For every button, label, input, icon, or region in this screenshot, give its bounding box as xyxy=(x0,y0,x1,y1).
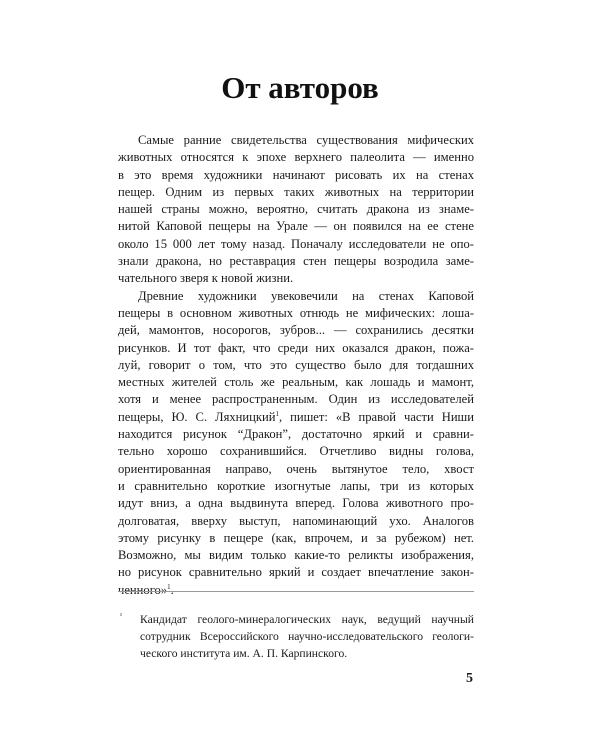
text-line: ориентированная направо, очень вытянутое тело, хвост xyxy=(118,461,474,476)
text-line: Самые ранние свидетельства существования мифических xyxy=(138,133,474,147)
footnote xyxy=(118,611,474,662)
footnote-reference: 1 xyxy=(275,409,280,418)
footnote-line: сотрудник Всероссийского научно-исследовательского геологи- xyxy=(140,630,474,643)
text-line: местных жителей столь же реальным, как лошадь и мамонт, xyxy=(118,375,474,390)
body-text xyxy=(118,132,474,599)
text-line: животных относятся к эпохе верхнего палеолита — именно xyxy=(118,150,474,165)
text-line: пещеры в основном животных отнюдь не мифических: лоша- xyxy=(118,305,474,320)
text-line: дей, мамонтов, носорогов, зубров... — сохранились десятки xyxy=(118,323,474,338)
page-title: От авторов xyxy=(221,70,379,105)
text-line: идут вниз, а одна выдвинута вперед. Голова животного про- xyxy=(118,496,474,511)
footnote-line: Кандидат геолого-минералогических наук, ведущий научный ¹ xyxy=(118,611,474,628)
footnote-line: ческого института им. А. П. Карпинского. xyxy=(140,647,348,660)
footnote-reference: 1 xyxy=(167,582,171,591)
text-line: рисунков. И тот факт, что среди них оказался дракон, пожа- xyxy=(118,340,474,355)
text-line: и сравнительно короткие изогнутые лапы, три из которых xyxy=(118,478,474,493)
text-line: нитой Каповой пещеры на Урале — он появился на ее стене xyxy=(118,219,474,234)
text-line: ченного»$^1$. xyxy=(118,582,174,597)
text-line: этому рисунку в пещере (как, впрочем, и за рубежом) нет. xyxy=(118,530,474,545)
text-line: нашей страны можно, вероятно, считать дракона из знаме- xyxy=(118,202,474,217)
text-line: Древние художники увековечили на стенах Каповой xyxy=(138,288,474,303)
text-line: около 15 000 лет тому назад. Поначалу исследователи не опо- xyxy=(118,236,474,251)
text-line: хотя и менее распространенным. Один из исследователей xyxy=(118,392,474,407)
text-line: находится рисунок “Дракон”, достаточно яркий и сравни- xyxy=(118,427,474,442)
text-line: но рисунок сравнительно яркий и создает впечатление закон- xyxy=(118,565,474,580)
text-line: знали дракона, но реставрация стен пещеры возродила заме- xyxy=(118,254,474,269)
footnote-divider xyxy=(118,591,474,592)
text-line: луй, говорит о том, что это существо было для тогдашних xyxy=(118,357,474,372)
text-line: долговатая, вверху выступ, напоминающий ухо. Аналогов xyxy=(118,513,474,528)
page-number: 5 xyxy=(466,671,473,686)
text-line: чательного зверя к новой жизни. xyxy=(118,271,294,286)
footnote-marker: ¹ xyxy=(120,612,123,620)
text-line: пещеры, Ю. С. Ляхницкий$^1$, пишет: «В правой части Ниши xyxy=(118,409,474,424)
text-line: в это время художники начинают рисовать их на стенах xyxy=(118,167,474,182)
text-line: пещер. Одним из первых таких животных на территории xyxy=(118,184,474,199)
text-line: Возможно, мы видим только какие-то реликты изображения, xyxy=(118,548,474,563)
text-line: тельно хорошо сохранившийся. Отчетливо видны голова, xyxy=(118,444,474,459)
